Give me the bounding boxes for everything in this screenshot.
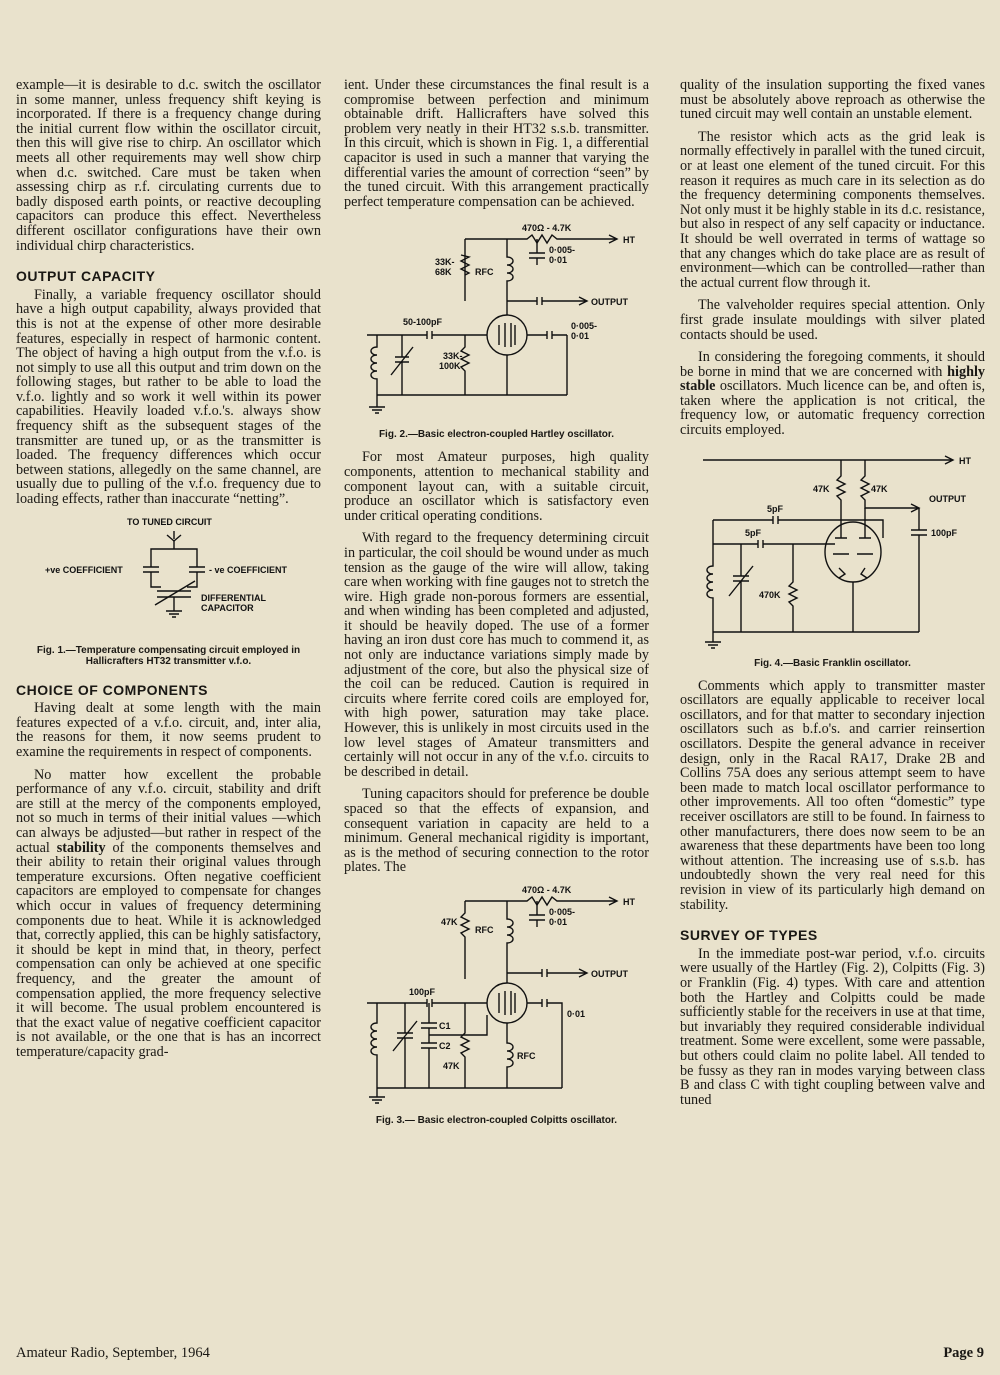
paragraph (16, 768, 321, 1060)
label-ht: HT (622, 896, 635, 907)
label-r470: 470K (758, 589, 781, 600)
caption-text: —Basic Franklin oscillator. (783, 657, 911, 669)
column-1 (16, 78, 321, 1067)
paragraph: quality of the insulation supporting the fixed vanes must be absolutely above reproach as otherwise the tuned circuit may well contain an unstable element. (680, 77, 985, 123)
colpitts-oscillator-diagram (347, 883, 647, 1113)
label-r47b: 47K (870, 483, 888, 494)
label-c5a: 5pF (766, 503, 783, 514)
label-output: OUTPUT (590, 297, 628, 308)
figure-3-caption (344, 1115, 649, 1126)
paragraph: Having dealt at some length with the main features expected of a v.f.o. circuit, and, inter alia, the reasons for them, it now seems prudent to examine the requirements in respect of components. (16, 700, 321, 760)
label-r-top: 470Ω - 4.7K (521, 223, 571, 234)
label-c1b: 0·01 (548, 255, 567, 266)
label-c001: 0·01 (566, 1008, 585, 1019)
label-r-top: 470Ω - 4.7K (521, 884, 571, 895)
franklin-oscillator-diagram (683, 446, 983, 656)
label-c2b: 0·01 (570, 331, 589, 342)
label-capacitor: CAPACITOR (200, 602, 254, 613)
caption-lead: Fig. 3. (375, 1114, 405, 1126)
label-r-grid-2: 100K (438, 361, 461, 372)
paragraph: Tuning capacitors should for preference be double spaced so that the effects of expansion, and consequent variation in capacity are held to a minimum. General mechanical rigidity is important, as is the method of securing connection to the rotor plates. The (344, 786, 649, 876)
caption-text: —Temperature compensating circuit employed in Hallicrafters HT32 transmitter v.f.o. (65, 644, 301, 667)
caption-text: — Basic electron-coupled Colpitts oscillator. (404, 1114, 618, 1126)
bold-term: highly stable (680, 363, 985, 395)
label-ht: HT (958, 455, 971, 466)
label-r-grid-1: 33K- (442, 351, 463, 362)
label-c1b: 0·01 (548, 916, 567, 927)
temperature-compensation-circuit-diagram (19, 515, 319, 643)
figure-4-caption (680, 658, 985, 669)
caption-lead: Fig. 1. (36, 644, 66, 656)
figure-3 (344, 883, 649, 1126)
paragraph (680, 350, 985, 438)
footer-page-number: Page 9 (943, 1345, 984, 1361)
figure-2 (344, 217, 649, 440)
paragraph: With regard to the frequency determining circuit in particular, the coil should be wound under as much tension as the gauge of the wire will allow, taking care when working with fine gauges not to stretch the wire. High grade non-porous formers are essential, and when winding has been completed and adjusted, it should be heavily doped. The use of a former having an iron dust core has much to commend it, as not only are inductance variations simply made by adjustment of the core, but also the physical size of the coil can be reduced. Caution is required in circuits where ferrite cored coils are employed for, with high power, saturation may take place. However, this is unlikely in most circuits used in the low level stages of Amateur transmitters and certainly will not occur in any of the v.f.o. circuits to be described in detail. (344, 530, 649, 780)
section-heading-choice-of-components: CHOICE OF COMPONENTS (16, 681, 209, 698)
label-c1a: 0·005- (548, 245, 575, 256)
figure-4 (680, 446, 985, 669)
label-rfc2: RFC (516, 1050, 535, 1061)
label-output: OUTPUT (590, 968, 628, 979)
caption-lead: Fig. 4. (754, 657, 784, 669)
label-c2a: 0·005- (570, 321, 597, 332)
label-c100: 100pF (408, 986, 435, 997)
paragraph: The resistor which acts as the grid leak is normally effectively in parallel with the tuned circuit, or at least one element of the tuned circuit. For this reason it requires as much care in its selection as do the frequency determining components themselves. Not only must it be highly stable in its d.c. resistance, but also in respect of any self capacity or inductance. It should be well overrated in terms of wattage so that any changes which do take place are as result of environment—which can be controlled—rather than the actual current flow through it. (680, 128, 985, 291)
label-r-left-2: 68K (434, 267, 452, 278)
paragraph: Comments which apply to transmitter master oscillators are equally applicable to receiver local oscillators, and for that matter to secondary injection oscillators such as b.f.o's. and carrier reinsertion oscillators. Despite the general advance in receiver design, only in the Racal RA17, Drake 2B and Collins 75A does any serious attempt seem to have been made to match local oscillator performance to other improvements. All too often “domestic” type receiver oscillators are still to be found. In fairness to other manufacturers, there does now seem to be an awareness that these departments have been too long without attention. The increasing use of s.s.b. has undoubtedly shown the very real need for this revision in view of its particularly high demand on stability. (680, 677, 985, 913)
label-c1a: 0·005- (548, 906, 575, 917)
paragraph: ient. Under these circumstances the final result is a compromise between perfection and minimum obtainable drift. Hallicrafters have solved this problem very neatly in their HT32 s.s.b. transmitter. In this circuit, which is shown in Fig. 1, a differential capacitor is used in such a manner that varying the differential varies the amount of correction “seen” by the tuned circuit. With this arrangement practically perfect temperature compensation can be achieved. (344, 77, 649, 210)
section-heading-output-capacity: OUTPUT CAPACITY (16, 268, 156, 285)
text-run: of the components themselves and their ability to retain their original values through temperature excursions. Often negative coefficient capacitors are employed to compensate for changes which occur in values of frequency determining components due to heat. While it is acknowledged that, correctly applied, this can be highly satisfactory, it should be kept in mind that, in theory, perfect compensation can only be achieved at one specific frequency, and the greater the amount of compensation applied, the more frequency selective it will become. The usual problem encountered is that the exact value of negative coefficient capacitor is not available, or the one that is has an incorrect temperature/capacity grad- (16, 839, 322, 1060)
text-run: In considering the foregoing comments, it should be borne in mind that we are concerned with (680, 349, 985, 380)
paragraph: In the immediate post-war period, v.f.o. circuits were usually of the Hartley (Fig. 2), Colpitts (Fig. 3) or Franklin (Fig. 4) types. With care and attention both the Hartley and Colpitts could be made sufficiently stable for the receivers in use at that time, but invariably they required considerable individual treatment. Some were excellent, some were passable, but others could claim no polite label. All tended to be fussy as they ran in modes varying between class B and class C with tight coupling between valve and tuned (680, 945, 985, 1108)
label-c5b: 5pF (744, 527, 761, 538)
label-cin: 50-100pF (402, 317, 442, 328)
paragraph: example—it is desirable to d.c. switch the oscillator in some manner, unless frequency shift keying is incorporated. If there is a frequency change during the initial current flow within the oscillator circuit, then this will give rise to chirp. An oscillator which meets all other requirements may well show chirp when d.c. switched. Care must be taken when assessing chirp as r.f. circulating currents due to badly disposed earth points, or reactive decoupling capacitors can produce this effect. Nevertheless different oscillator configurations have their own individual chirp characteristics. (16, 77, 321, 254)
label-r-left-1: 33K- (434, 257, 455, 268)
label-c2: C2 (438, 1040, 451, 1051)
section-heading-survey-of-types: SURVEY OF TYPES (680, 927, 818, 944)
label-differential: DIFFERENTIAL (200, 592, 266, 603)
figure-1 (16, 515, 321, 667)
text-run: No matter how excellent the probable performance of any v.f.o. circuit, stability and drift are still at the mercy of the components employed, not so much in terms of their initial values —which can always be adjusted—but rather in respect of the actual (16, 766, 321, 856)
figure-2-caption (344, 429, 649, 440)
footer-publication: Amateur Radio, September, 1964 (16, 1345, 210, 1361)
label-rfc: RFC (474, 924, 493, 935)
column-3 (680, 78, 985, 1115)
label-r47b: 47K (442, 1060, 460, 1071)
label-positive-coefficient: +ve COEFFICIENT (44, 564, 123, 575)
text-run: oscillators. Much licence can be, and often is, taken where the application is not critical, the frequency low, or automatic frequency correction circuits employed. (680, 378, 985, 439)
label-r47: 47K (440, 916, 458, 927)
label-rfc: RFC (474, 267, 493, 278)
paragraph: For most Amateur purposes, high quality components, attention to mechanical stability and component layout can, with a suitable circuit, produce an oscillator which is satisfactory even under critical operating conditions. (344, 449, 649, 524)
paragraph: The valveholder requires special attention. Only first grade insulate mouldings with silver plated contacts should be used. (680, 297, 985, 343)
label-ht: HT (622, 235, 635, 246)
figure-1-caption (16, 645, 321, 667)
label-c1: C1 (438, 1020, 451, 1031)
label-output: OUTPUT (928, 493, 966, 504)
hartley-oscillator-diagram (347, 217, 647, 427)
bold-term: stability (56, 839, 106, 856)
column-2 (344, 78, 649, 1136)
label-c100: 100pF (930, 527, 957, 538)
label-r47a: 47K (812, 483, 830, 494)
caption-text: —Basic electron-coupled Hartley oscillator. (407, 429, 615, 441)
label-negative-coefficient: - ve COEFFICIENT (208, 564, 287, 575)
caption-lead: Fig. 2. (378, 429, 408, 441)
label-to-tuned-circuit: TO TUNED CIRCUIT (126, 516, 212, 527)
paragraph: Finally, a variable frequency oscillator should have a high output capability, always provided that this is not at the expense of other more desirable features, especially in respect of harmonic content. The object of having a high output from the v.f.o. is not simply to use all this output and trim down on the following stages, but rather to be able to load the v.f.o. lightly and so work it well within its power capabilities. Heavily loaded v.f.o.'s. always show frequency shift as the subsequent stages of the transmitter are tuned up, or as the transmitter is loaded. The frequency differences which occur between stations, allegedly on the same channel, are usually due to pulling of the v.f.o. frequency due to loading effects, rather than inaccurate “netting”. (16, 286, 321, 508)
